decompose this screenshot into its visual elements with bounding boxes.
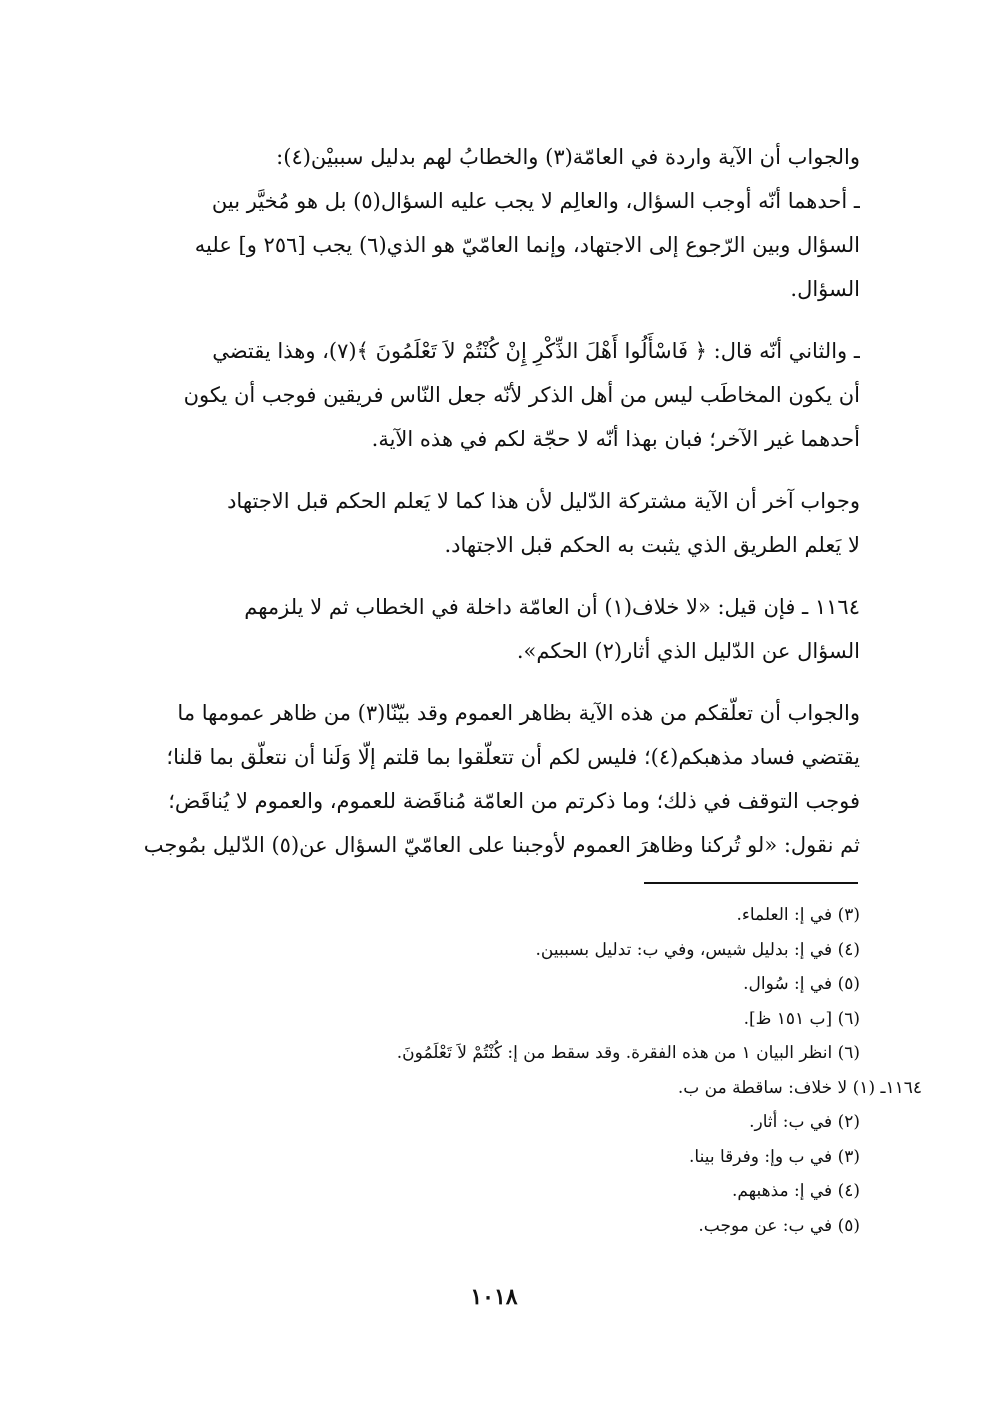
footnote: (٥) في ب: عن موجب. xyxy=(698,1215,860,1236)
main-text xyxy=(95,135,860,867)
footnote: (٤) في إ: بدليل شيس، وفي ب: تدليل بسببين. xyxy=(535,939,860,960)
footnote: (٣) في إ: العلماء. xyxy=(736,905,860,925)
text-line: السؤال. xyxy=(790,277,860,301)
text-line: لا يَعلم الطريق الذي يثبت به الحكم قبل الاجتهاد. xyxy=(444,533,860,557)
text-line: أحدهما غير الآخر؛ فبان بهذا أنّه لا حجّة لكم في هذه الآية. xyxy=(371,427,860,451)
text-line: يقتضي فساد مذهبكم(٤)؛ فليس لكم أن تتعلّقوا بما قلتم إلّا وَلَنا أن نتعلّق بما قلنا؛ xyxy=(166,745,860,769)
paragraph-gap xyxy=(95,567,860,585)
text-line: ثم نقول: «لو تُركنا وظاهرَ العموم لأوجبنا على العامّيّ السؤال عن(٥) الدّليل بمُوجب xyxy=(143,833,860,857)
paragraph-gap xyxy=(95,461,860,479)
footnote-group-start: ١١٦٤ـ (١) لا خلاف: ساقطة من ب. xyxy=(677,1077,922,1098)
page-number: ١٠١٨ xyxy=(470,1284,518,1310)
text-line: والجواب أن الآية واردة في العامّة(٣) والخطابُ لهم بدليل سببيْن(٤): xyxy=(276,145,860,169)
text-line: ـ والثاني أنّه قال: ﴿ فَاسْأَلُوا أَهْلَ الذِّكْرِ إِنْ كُنْتُمْ لاَ تَعْلَمُونَ ﴾(٧)، وهذا يقتضي xyxy=(212,339,860,363)
footnote: (٢) في ب: أثار. xyxy=(749,1112,860,1132)
text-line: ـ أحدهما أنّه أوجب السؤال، والعالِم لا يجب عليه السؤال(٥) بل هو مُخيَّر بين xyxy=(211,189,860,213)
paragraph-gap xyxy=(95,311,860,329)
text-line: والجواب أن تعلّقكم من هذه الآية بظاهر العموم وقد بيّنّا(٣) من ظاهر عمومها ما xyxy=(177,701,860,725)
text-line: فوجب التوقف في ذلك؛ وما ذكرتم من العامّة مُناقَضة للعموم، والعموم لا يُناقَض؛ xyxy=(168,789,860,813)
footnote: (٦) انظر البيان ١ من هذه الفقرة. وقد سقط من إ: كُنْتُمْ لاَ تَعْلَمُونَ. xyxy=(396,1043,860,1063)
footnote-divider xyxy=(644,882,858,884)
footnote: (٥) في إ: سُوال. xyxy=(743,974,860,994)
text-line: أن يكون المخاطَب ليس من أهل الذكر لأنّه جعل النّاس فريقين فوجب أن يكون xyxy=(183,383,860,407)
footnote: (٤) في إ: مذهبهم. xyxy=(731,1181,860,1201)
text-line: ١١٦٤ ـ فإن قيل: «لا خلاف(١) أن العامّة داخلة في الخطاب ثم لا يلزمهم xyxy=(244,595,860,619)
text-line: السؤال عن الدّليل الذي أثار(٢) الحكم». xyxy=(516,639,860,663)
footnote: (٣) في ب وإ: وفرقا بينا. xyxy=(689,1146,860,1167)
footnotes xyxy=(100,898,922,1243)
text-line: وجواب آخر أن الآية مشتركة الدّليل لأن هذا كما لا يَعلم الحكم قبل الاجتهاد xyxy=(227,489,860,513)
text-line: السؤال وبين الرّجوع إلى الاجتهاد، وإنما العامّيّ هو الذي(٦) يجب [٢٥٦ و] عليه xyxy=(194,233,860,257)
footnote: (٦) [ب ١٥١ ظ]. xyxy=(743,1008,860,1029)
paragraph-gap xyxy=(95,673,860,691)
